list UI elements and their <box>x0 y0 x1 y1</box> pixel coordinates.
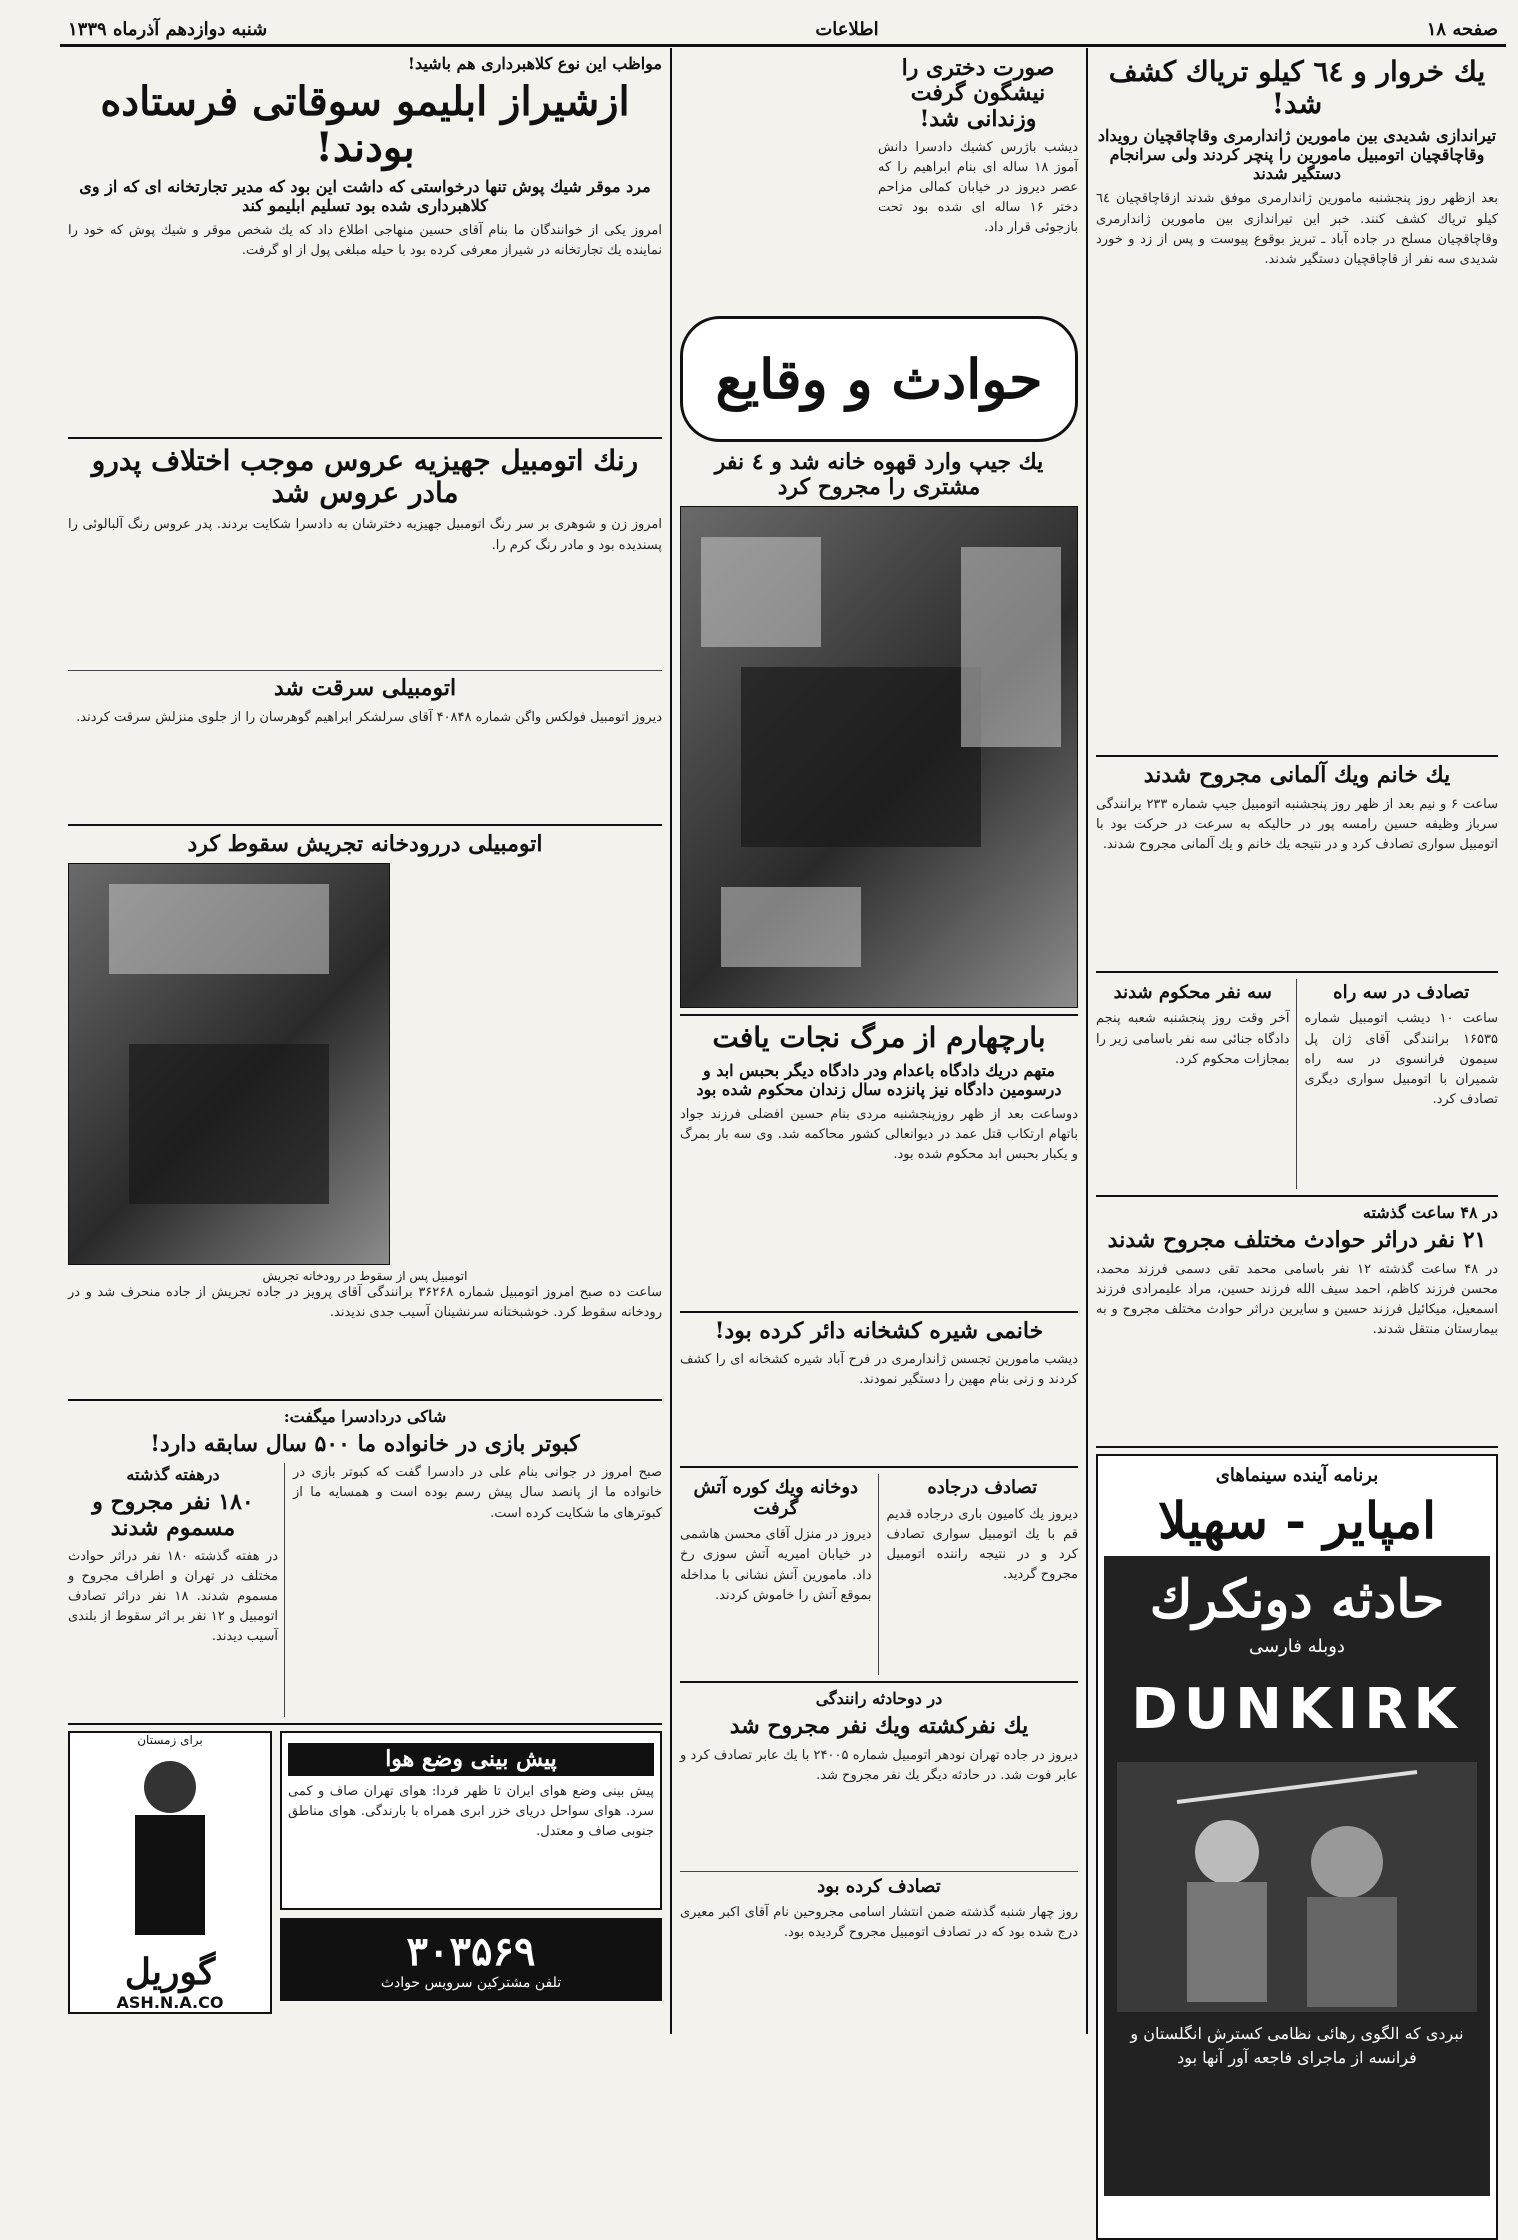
pigeon-headline: كبوتر بازی در خانواده ما ۵۰۰ سال سابقه دارد! <box>150 1430 580 1457</box>
car-theft-headline: اتومبیلی سرقت شد <box>273 675 457 702</box>
column-right <box>1086 48 1506 2067</box>
lime-headline: ازشیراز ابلیمو سوقاتی فرستاده بودند! <box>100 78 630 171</box>
weekly-kicker: درهفته گذشته <box>126 1465 220 1485</box>
death-escape-headline: بارچهارم از مرگ نجات یافت <box>712 1021 1046 1055</box>
cinema-name: امپایر - سهیلا <box>1158 1491 1436 1551</box>
phone-ad <box>280 1918 662 2001</box>
weekly-body: در هفته گذشته ۱۸۰ نفر دراثر حوادث مختلف در تهران و اطراف مجروح و مسموم شدند. ۱۸ نفر دراثر تصادف اتومبیل و ۱۲ نفر بر اثر سقوط از بلندی آسیب دیدند. <box>68 1548 278 1645</box>
jeep-cafe-photo <box>680 506 1078 1008</box>
opium-subheadline: تیراندازی شدیدی بین مامورین ژاندارمری وقاچاقچیان رویداد وقاچاقچیان اتومبیل مامورین را پنچر كردند ولی سرانجام دستگیر شدند <box>1097 126 1497 184</box>
pinch-body: دیشب باژرس كشیك دادسرا دانش آموز ۱۸ ساله ای بنام ابراهیم را كه عصر دیروز در خیابان كمالی مزاحم دختر ۱۶ ساله ای شده بود تحت بازجوئی قرار داد. <box>878 139 1079 236</box>
traffic-headline: یك نفركشته ویك نفر مجروح شد <box>729 1713 1029 1740</box>
paper-name: اطلاعات <box>815 18 879 40</box>
traffic-kicker: در دوحادثه رانندگی <box>815 1689 943 1709</box>
phone-text: تلفن مشترکین سرویس حوادث <box>380 1975 562 1992</box>
column-left <box>60 48 670 2034</box>
gorilla-tagline: برای زمستان <box>137 1732 203 1747</box>
car-theft-body: دیروز اتومبیل فولكس واگن شماره ۴۰۸۴۸ آقای سرلشكر ابراهیم گوهرسان را از جلوی منزلش سرقت كردند. <box>76 709 662 725</box>
dowry-car-headline: رنك اتومبیل جهیزیه عروس موجب اختلاف پدرو مادر عروس شد <box>91 444 639 510</box>
gorilla-brand: گوریل <box>124 1950 216 1993</box>
river-headline: اتومبیلی دررودخانه تجریش سقوط كرد <box>187 830 543 857</box>
dunkirk-poster <box>1104 1556 1490 2196</box>
german-headline: یك خانم ویك آلمانی مجروح شدند <box>1143 762 1451 789</box>
death-escape-sub: متهم دریك دادگاه باعدام ودر دادگاه دیگر بحبس ابد و درسومین دادگاه نیز پانزده سال زندان محكوم شده بود <box>696 1060 1062 1099</box>
correction-body: روز چهار شنبه گذشته ضمن انتشار اسامی مجروحین نام آقای اكبر معیری درج شده بود كه در تصادف اتومبیل مجروح گردیده بود. <box>680 1905 1078 1941</box>
river-body: ساعت ده صبح امروز اتومبیل شماره ۳۶۲۶۸ برانندگی آقای پرویز در جاده تجریش از جاده منحرف شد و در رودخانه سقوط كرد. خوشبختانه سرنشینان آسیب جدی ندیدند. <box>68 1284 663 1321</box>
masthead <box>60 14 1506 47</box>
opium-body: بعد ازظهر روز پنجشنبه مامورین ژاندارمری موفق شدند ازقاچاقچیان ٦٤ كیلو تریاك كشف كنند. خبر این تیراندازی بین مامورین ژاندارمری وقاچاقچیان مسلح در جاده آباد ـ تبریز بوقوع پیوست و پس از زد و خورد شدیدی سه نفر از قاچاقچیان دستگیر شدند. <box>1096 191 1498 267</box>
man-illustration <box>80 1747 260 1947</box>
weekly-headline: ۱۸۰ نفر مجروح و مسموم شدند <box>92 1489 254 1541</box>
cinema-ad <box>1096 1454 1498 2240</box>
weather-body: پیش بینی وضع هوای ایران تا ظهر فردا: هوای تهران صاف و كمی سرد. هوای سواحل دریای خزر ابری همراه با بارندگی. هوای مناطق جنوبی صاف و معتدل. <box>288 1784 654 1840</box>
crossroad-headline: تصادف در سه راه <box>1333 981 1470 1003</box>
fire-headline: دوخانه ویك كوره آتش گرفت <box>693 1476 859 1519</box>
column-middle <box>670 48 1086 2034</box>
pinch-headline: صورت دختری را نیشگون گرفت وزندانی شد! <box>901 55 1055 132</box>
issue-date: شنبه دوازدهم آذرماه ۱۳۳۹ <box>68 18 268 40</box>
opium-headline: یك خروار و ٦٤ كیلو تریاك كشف شد! <box>1108 55 1486 121</box>
opium-den-body: دیشب مامورین تجسس ژاندارمری در فرح آباد شیره كشخانه ای را كشف كردند و زنی بنام مهین را دستگیر نمودند. <box>680 1351 1078 1388</box>
lime-sub: مرد موقر شیك پوش تنها درخواستی كه داشت این بود كه مدیر تجارتخانه ای كه از وی كلاهبرداری شده بود تسلیم ابلیمو كند <box>79 177 651 215</box>
film-dub-tag: دوبله فارسی <box>1249 1635 1345 1657</box>
film-title-en: DUNKIRK <box>1131 1676 1463 1742</box>
river-car-photo <box>68 863 390 1265</box>
lime-body: امروز یكی از خوانندگان ما بنام آقای حسین منهاجی اطلاع داد كه یك شخص موقر و شیك پوش كه خود را نماینده یك تجارتخانه در شیراز معرفی كرده بود با حیله مبلغی پول از او گرفت. <box>68 223 662 259</box>
newspaper-page <box>60 14 1506 2067</box>
events-banner: حوادث و وقایع <box>680 316 1078 442</box>
road-accident-body: دیروز یك كامیون باری درجاده قدیم قم با یك اتومبیل سواری تصادف كرد و در نتیجه راننده اتومبیل مجروح گردید. <box>886 1506 1078 1583</box>
gorilla-company: ASH.N.A.CO <box>116 1992 224 2012</box>
gorilla-ad <box>68 1731 272 2014</box>
film-description: نبردی كه الگوی رهائی نظامی كسترش انگلستان و فرانسه از ماجرای فاجعه آور آنها بود <box>1130 2023 1464 2067</box>
road-accident-headline: تصادف درجاده <box>927 1476 1038 1498</box>
cinema-title: برنامه آینده سینماهای <box>1215 1464 1379 1486</box>
fire-body: دیروز در منزل آقای محسن هاشمی در خیابان امیریه آتش سوزی رخ داد. مامورین آتش نشانی با مداخله بموقع آتش را خاموش كردند. <box>680 1527 872 1603</box>
weather-box <box>280 1731 662 1910</box>
jeep-headline: یك جیپ وارد قهوه خانه شد و ٤ نفر مشتری را مجروح كرد <box>714 448 1044 501</box>
opium-den-headline: خانمی شیره كشخانه دائر كرده بود! <box>714 1317 1044 1344</box>
fraud-kicker: مواظب این نوع كلاهبرداری هم باشید! <box>407 54 662 73</box>
pigeon-body: صبح امروز در جوانی بنام علی در دادسرا گفت كه كبوتر بازی در خانواده ما از پانصد سال پیش رسم بوده است و همسایه ما از كبوترهای ما شكایت كرده است. <box>293 1465 662 1521</box>
sentenced-headline: سه نفر محكوم شدند <box>1113 981 1272 1003</box>
injured-headline: ۲۱ نفر دراثر حوادث مختلف مجروح شدند <box>1107 1227 1487 1254</box>
traffic-body: دیروز در جاده تهران نودهر اتومبیل شماره ۲۴۰۰۵ با یك عابر تصادف كرد و عابر فوت شد. در حادثه دیگر یك نفر مجروح شد. <box>680 1747 1078 1783</box>
phone-number: ۳۰۳۵۶۹ <box>406 1928 536 1976</box>
german-body: ساعت ۶ و نیم بعد از ظهر روز پنجشنبه اتومبیل جیپ شماره ۲۳۳ برانندگی سرباز وظیفه حسین رامسه پور در حالیكه به سرعت در حركت بود با اتومبیل سواری تصادف كرد و در نتیجه یك خانم و یك آلمانی مجروح شدند. <box>1096 796 1498 852</box>
dowry-car-body: امروز زن و شوهری بر سر رنگ اتومبیل جهیزیه دخترشان به دادسرا شكایت بردند. پدر عروس رنگ آلبالوئی را پسندیده بود و مادر رنگ كرم را. <box>68 517 662 553</box>
sentenced-body: آخر وقت روز پنجشنبه شعبه پنجم دادگاه جنائی سه نفر باسامی زیر را بمجازات محكوم كرد. <box>1096 1011 1290 1067</box>
film-title-fa: حادثه دونكرك <box>1149 1568 1445 1630</box>
river-caption: اتومبیل پس از سقوط در رودخانه تجریش <box>262 1268 468 1283</box>
injured-body: در ۴۸ ساعت گذشته ۱۲ نفر باسامی محمد تقی دسمی فرزند محمد، محسن فرزند كاظم، احمد سیف الله فرزند حسین، مراد علیمرادی فرزند اسمعیل، میكائیل فرزند حسین و سایرین دراثر حوادث مختلف مجروح و به بیمارستان منتقل شدند. <box>1096 1261 1499 1338</box>
soldiers-illustration <box>1117 1762 1477 2012</box>
correction-headline: تصادف كرده بود <box>817 1875 941 1897</box>
page-number: صفحه ۱۸ <box>1426 18 1498 40</box>
death-escape-body: دوساعت بعد از ظهر روزپنجشنبه مردی بنام حسین افضلی فرزند جواد باتهام ارتكاب قتل عمد در دیوانعالی كشور محاكمه شد. وی سه بار بمرگ و یكبار بحبس ابد محكوم شده بود. <box>680 1106 1078 1162</box>
crossroad-body: ساعت ۱۰ دیشب اتومبیل شماره ۱۶۵۳۵ برانندگی آقای ژان پل سیمون فرانسوی در سه راه شمیران با اتومبیل سواری دیگری تصادف كرد. <box>1304 1011 1498 1107</box>
weather-title: پیش بینی وضع هوا <box>288 1743 654 1776</box>
pigeon-kicker: شاكی دردادسرا میگفت: <box>283 1406 447 1426</box>
injured-kicker: در ۴۸ ساعت گذشته <box>1362 1203 1498 1223</box>
